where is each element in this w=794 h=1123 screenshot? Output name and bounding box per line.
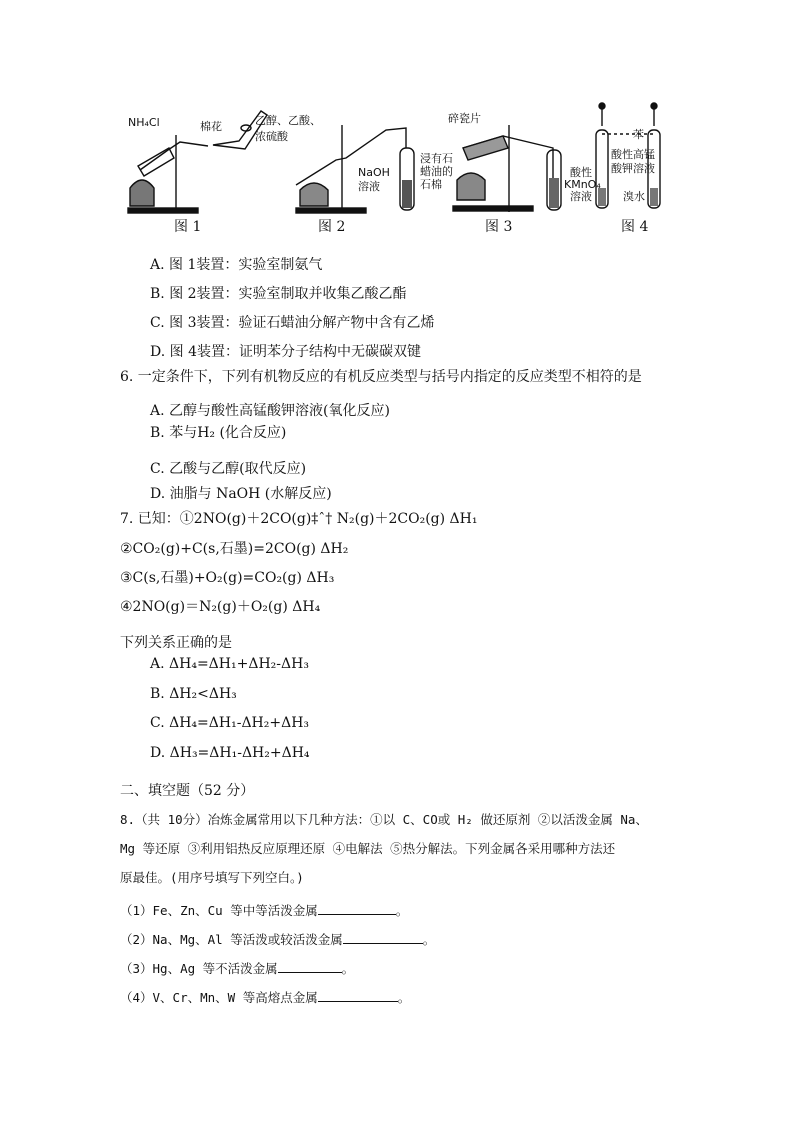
section-2-title: 二、填空题（52 分）: [120, 783, 255, 799]
fig3-wax-label-3: 石棉: [420, 178, 442, 191]
q8-line-2: Mg 等还原 ③利用铝热反应原理还原 ④电解法 ⑤热分解法。下列金属各采用哪种方法还: [120, 841, 616, 856]
fig2-naoh-label-1: NaOH: [358, 166, 390, 179]
fig4-caption: 图 4: [621, 219, 649, 235]
q8-item-3: [120, 958, 354, 977]
fig3-porcelain-label: 碎瓷片: [448, 112, 481, 125]
q7-equation-3: ③C(s,石墨)+O₂(g)=CO₂(g) ΔH₃: [120, 570, 335, 586]
fig2-reagents-label-2: 浓硫酸: [255, 130, 288, 143]
q8-intro: [120, 805, 700, 892]
q5-option-a: A. 图 1装置：实验室制氨气: [150, 257, 323, 273]
q8-line-3: 原最佳。(用序号填写下列空白。): [120, 870, 304, 885]
q6-option-c: C. 乙酸与乙醇(取代反应): [150, 461, 307, 477]
q8-item-4: [120, 987, 410, 1006]
fig1-nh4cl-label: NH₄Cl: [128, 116, 160, 129]
q8-item-3-text: （3）Hg、Ag 等不活泼金属: [120, 961, 278, 976]
q7-equation-2: ②CO₂(g)+C(s,石墨)=2CO(g) ΔH₂: [120, 541, 349, 557]
q8-line-1: 8.（共 10分）冶炼金属常用以下几种方法：①以 C、CO或 H₂ 做还原剂 ②以活泼金属 Na、: [120, 812, 648, 827]
fig1-caption: 图 1: [174, 219, 202, 235]
q8-item-1: [120, 900, 408, 919]
fig2-reagents-label-1: 乙醇、乙酸、: [255, 114, 321, 127]
figure-2-drawing: [296, 125, 414, 213]
apparatus-drawings: [118, 100, 678, 240]
fig4-acid-label-2: 酸钾溶液: [611, 162, 655, 175]
q8-answer-blank-3[interactable]: [278, 958, 342, 973]
q8-item-1-text: （1）Fe、Zn、Cu 等中等活泼金属: [120, 903, 318, 918]
fig4-bromine-label: 溴水: [623, 190, 645, 203]
fig4-benzene-label: 苯: [633, 128, 644, 141]
fig2-naoh-label-2: 溶液: [358, 180, 380, 193]
apparatus-figures: [118, 100, 678, 240]
q8-item-3-end: 。: [341, 961, 355, 976]
q7-option-b: B. ΔH₂<ΔH₃: [150, 686, 237, 702]
fig3-kmno4-label-2: KMnO₄: [564, 178, 601, 191]
q8-answer-blank-2[interactable]: [343, 929, 423, 944]
q8-answer-blank-4[interactable]: [318, 987, 398, 1002]
q8-answer-blank-1[interactable]: [318, 900, 396, 915]
q6-stem: 6. 一定条件下，下列有机物反应的有机反应类型与括号内指定的反应类型不相符的是: [120, 369, 642, 385]
q5-option-b: B. 图 2装置：实验室制取并收集乙酸乙酯: [150, 286, 407, 302]
q7-equation-4: ④2NO(g)＝N₂(g)＋O₂(g) ΔH₄: [120, 599, 321, 615]
figure-3-drawing: [453, 125, 561, 212]
fig1-cotton-label: 棉花: [200, 120, 222, 133]
fig3-wax-label-2: 蜡油的: [420, 165, 453, 178]
q6-option-a: A. 乙醇与酸性高锰酸钾溶液(氧化反应): [150, 403, 390, 419]
fig3-kmno4-label-1: 酸性: [570, 166, 592, 179]
q7-option-c: C. ΔH₄=ΔH₁-ΔH₂+ΔH₃: [150, 715, 310, 731]
q8-item-2-end: 。: [422, 932, 436, 947]
q8-item-2-text: （2）Na、Mg、Al 等活泼或较活泼金属: [120, 932, 343, 947]
q7-option-d: D. ΔH₃=ΔH₁-ΔH₂+ΔH₄: [150, 745, 310, 761]
q8-item-4-text: （4）V、Cr、Mn、W 等高熔点金属: [120, 990, 318, 1005]
fig3-kmno4-label-3: 溶液: [570, 190, 592, 203]
q6-option-d: D. 油脂与 NaOH (水解反应): [150, 486, 332, 502]
fig3-caption: 图 3: [485, 219, 513, 235]
fig4-acid-label-1: 酸性高锰: [611, 148, 655, 161]
q8-item-2: [120, 929, 435, 948]
q7-option-a: A. ΔH₄=ΔH₁+ΔH₂-ΔH₃: [150, 656, 309, 672]
q5-option-d: D. 图 4装置：证明苯分子结构中无碳碳双键: [150, 344, 421, 360]
q7-equation-1: 7. 已知：①2NO(g)＋2CO(g)‡ˆ† N₂(g)＋2CO₂(g) ΔH₁: [120, 511, 478, 527]
q6-option-b: B. 苯与H₂ (化合反应): [150, 425, 287, 441]
q8-item-1-end: 。: [395, 903, 409, 918]
q5-option-c: C. 图 3装置：验证石蜡油分解产物中含有乙烯: [150, 315, 435, 331]
q7-prompt: 下列关系正确的是: [120, 635, 232, 651]
q8-item-4-end: 。: [397, 990, 411, 1005]
fig2-caption: 图 2: [318, 219, 346, 235]
fig3-wax-label-1: 浸有石: [420, 152, 453, 165]
